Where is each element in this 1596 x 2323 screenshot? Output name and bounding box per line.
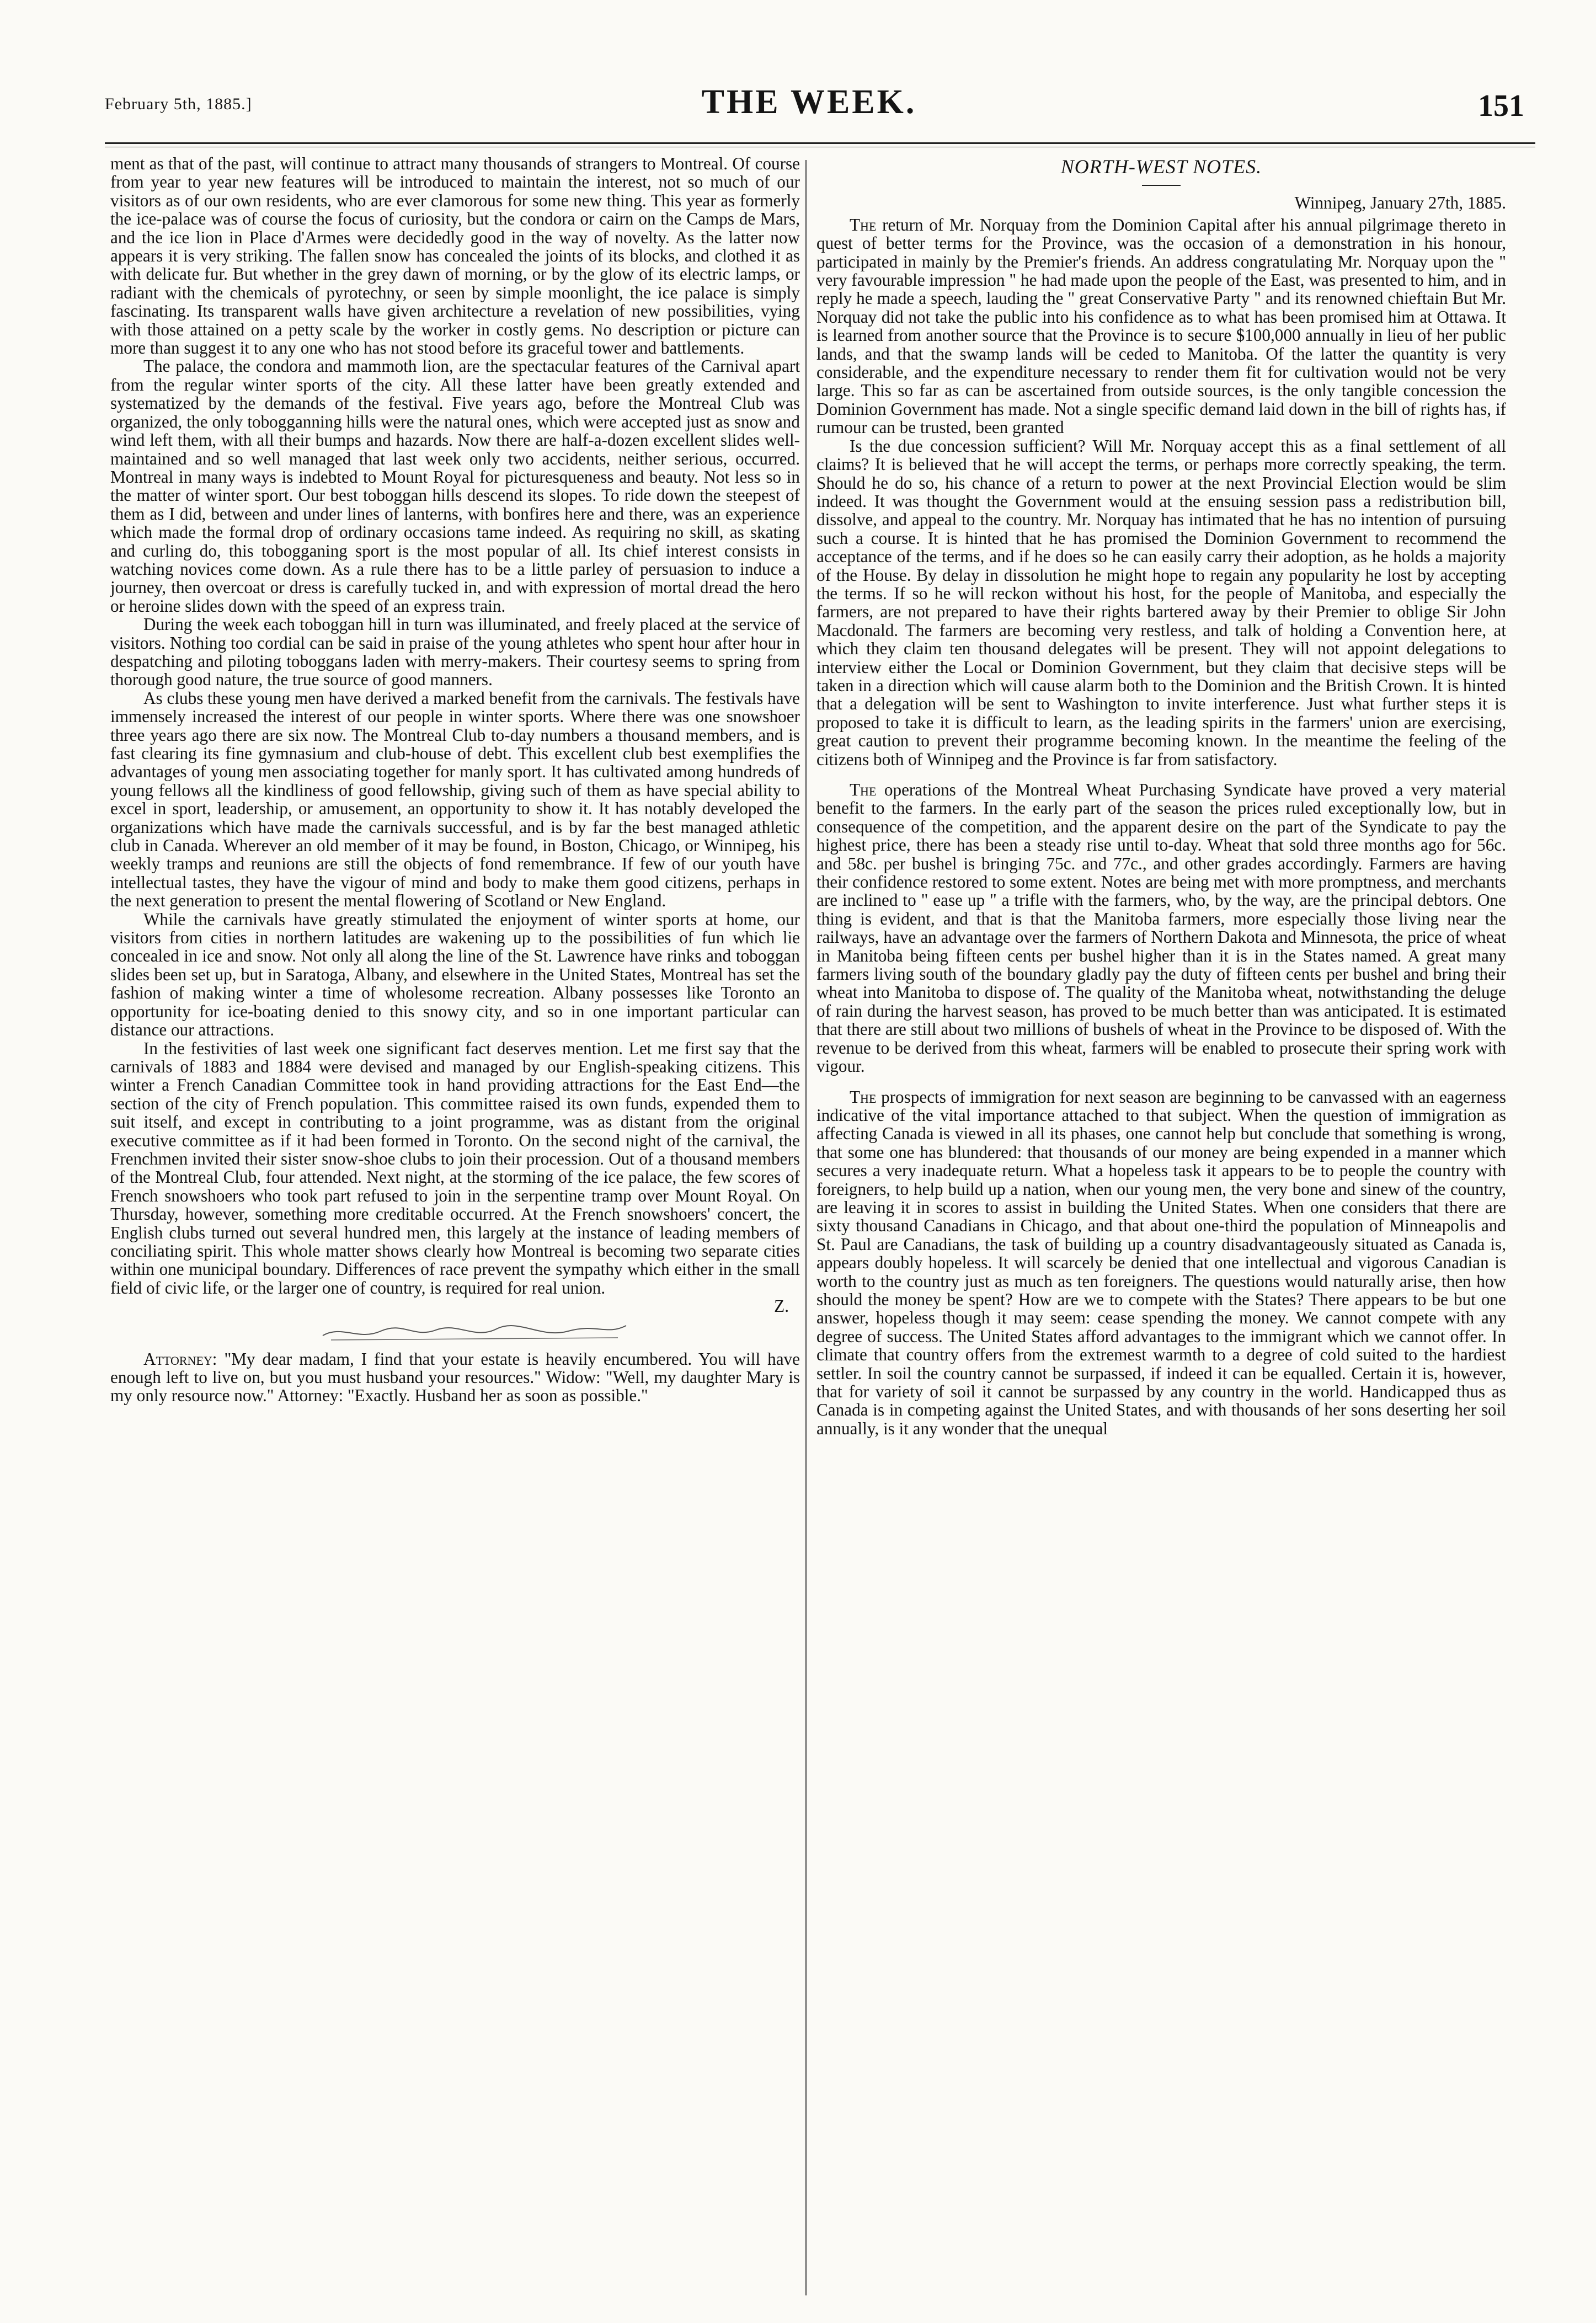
header-rule xyxy=(105,142,1535,144)
article-paragraph: As clubs these young men have derived a marked benefit from the carnivals. The festivals have immensely increased the interest of our people in winter sports. Where there was one snowshoer three years ago there are six now. The Montreal Club to-day numbers a thousand members, and is fast clearing its fine gymnasium and club-house of debt. This excellent club best exemplifies the advantages of young men associating together for manly sport. It has cultivated among hundreds of young fellows all the kindliness of good fellowship, giving such of them as have special ability to excel in sport, leadership, or amusement, an opportunity to show it. It has notably developed the organizations which have made the carnivals successful, and is by far the best managed athletic club in Canada. Wherever an old member of it may be found, in Boston, Chicago, or Winnipeg, his weekly tramps and reunions are still the objects of fond remembrance. If few of our youth have intellectual tastes, they have the vigour of mind and body to make them good citizens, perhaps in the next generation to present the mental flowering of Scotland or New England. xyxy=(110,688,800,911)
dateline: Winnipeg, January 27th, 1885. xyxy=(1294,193,1506,213)
paragraph-lead: The xyxy=(850,780,877,799)
anecdote-label: Attorney: xyxy=(143,1349,217,1369)
handwritten-annotation xyxy=(110,1319,800,1347)
paragraph-lead: The xyxy=(850,215,877,234)
author-signature: Z. xyxy=(774,1296,789,1316)
masthead xyxy=(83,83,1535,143)
column-divider xyxy=(805,160,807,2295)
publication-title: THE WEEK. xyxy=(701,83,917,121)
section-rule xyxy=(1142,185,1181,186)
article-paragraph: ment as that of the past, will continue to attract many thousands of strangers to Montreal. Of course from year to year new features will be introduced to maintain the interest, not so much of our visitors as of our own residents, who are ever clamorous for some new thing. This year as formerly the ice-palace was of course the focus of curiosity, but the condora or cairn on the Camps de Mars, and the ice lion in Place d'Armes were decidedly good in the way of novelty. As the latter now appears it is very striking. The fallen snow has concealed the joints of its blocks, and clothed it as with delicate fur. But whether in the grey dawn of morning, or by the glow of its electric lamps, or radiant with the chemicals of pyrotechny, or seen by simple moonlight, the ice palace is simply fascinating. Its transparent walls have given architecture a revelation of new possibilities, vying with those attained on a petty scale by the worker in costly gems. No description or picture can more than suggest it to any one who has not stood before its graceful tower and battlements. xyxy=(110,154,800,358)
paragraph-text: prospects of immigration for next season are beginning to be canvassed with an eagerness indicative of the vital importance attached to that subject. When the question of immigration as affecting Canada is viewed in all its phases, one cannot help but conclude that something is wrong, that some one has blundered: that thousands of our money are being expended in a manner which secures a very inadequate return. What a hopeless task it appears to be to people the country with foreigners, to help build up a nation, when our young men, the very bone and sinew of the country, are leaving it in scores to assist in building the United States. When one considers that there are sixty thousand Canadians in Chicago, and that about one-third the population of Minneapolis and St. Paul are Canadians, the task of building up a country disadvantageously situated as Canada is, appears doubly hopeless. It will scarcely be denied that one intellectual and vigorous Canadian is worth to the country just as much as ten foreigners. The questions would naturally arise, then how should the money be spent? How are we to compete with the States? There appears to be but one answer, hopeless though it may seem: cease spending the money. We cannot compete with any degree of success. The United States afford advantages to the immigrant which we cannot offer. In climate that country offers from the extremest warmth to a degree of cold suited to the hardiest settler. In soil the country cannot be surpassed, if indeed it can be equalled. Certain it is, however, that for variety of soil it cannot be surpassed by any country in the world. Handicapped thus as Canada is in competing against the United States, and with thousands of her sons deserting her soil annually, is it any wonder that the unequal xyxy=(816,1087,1506,1438)
article-paragraph xyxy=(816,216,1506,437)
paragraph-text: operations of the Montreal Wheat Purchasing Syndicate have proved a very material benefit to the farmers. In the early part of the season the prices ruled exceptionally low, but in consequence of the competition, and the apparent desire on the part of the Syndicate to pay the highest price, there has been a steady rise until to-day. Wheat that sold three months ago for 56c. and 58c. per bushel is bringing 75c. and 77c., and other grades accordingly. Farmers are having their confidence restored to some extent. Notes are being met with more promptness, and merchants are inclined to " ease up " a trifle with the farmers, who, by the way, are the principal debtors. One thing is evident, and that is that the Manitoba farmers, more especially those living near the railways, have an advantage over the farmers of Northern Dakota and Minnesota, the price of wheat in Manitoba being fifteen cents per bushel higher than it is in the States named. A great many farmers living south of the boundary gladly pay the duty of fifteen cents per bushel and bring their wheat into Manitoba to dispose of. The quality of the Manitoba wheat, notwithstanding the deluge of rain during the harvest season, has proved to be much better than was anticipated. It is estimated that there are still about two millions of bushels of wheat in the Province to be disposed of. With the revenue to be derived from this wheat, farmers will be enabled to prosecute their spring work with vigour. xyxy=(816,780,1506,1076)
anecdote xyxy=(110,1350,800,1405)
paragraph-lead: The xyxy=(850,1087,877,1107)
article-paragraph: While the carnivals have greatly stimulated the enjoyment of winter sports at home, our visitors from cities in northern latitudes are wakening up to the possibilities of fun which lie concealed in ice and snow. Not only all along the line of the St. Lawrence have rinks and toboggan slides been set up, but in Saratoga, Albany, and elsewhere in the United States, Montreal has set the fashion of making winter a time of wholesome recreation. Albany possesses like Toronto an opportunity for ice-boating denied to this snowy city, and so in one important particular can distance our attractions. xyxy=(110,909,800,1040)
article-paragraph: During the week each toboggan hill in turn was illuminated, and freely placed at the service of visitors. Nothing too cordial can be said in praise of the young athletes who spent hour after hour in despatching and piloting toboggans laden with merry-makers. Their courtesy seems to spring from thorough good nature, the true source of good manners. xyxy=(110,615,800,690)
article-paragraph: In the festivities of last week one significant fact deserves mention. Let me first say that the carnivals of 1883 and 1884 were devised and managed by our English-speaking citizens. This winter a French Canadian Committee took in hand providing attractions for the East End—the section of the city of French population. This committee raised its own funds, expended them to suit itself, and except in contributing to a joint programme, was as distant from the original executive committee as if it had been formed in Toronto. On the second night of the carnival, the Frenchmen invited their sister snow-shoe clubs to join their procession. Out of a thousand members of the Montreal Club, four attended. Next night, at the storming of the ice palace, the few scores of French snowshoers who took part refused to join in the serpentine tramp over Mount Royal. On Thursday, however, something more creditable occurred. At the French snowshoers' concert, the English clubs turned out several hundred men, this largely at the instance of leading members of conciliating spirit. This whole matter shows clearly how Montreal is becoming two separate cities within one municipal boundary. Differences of race prevent the sympathy which either in the small field of civic life, or the larger one of country, is required for real union. xyxy=(110,1038,800,1297)
anecdote-text: "My dear madam, I find that your estate is heavily encumbered. You will have enough left to live on, but you must husband your resources." Widow: "Well, my daughter Mary is my only resource now." Attorney: "Exactly. Husband her as soon as possible." xyxy=(110,1349,800,1406)
paragraph-text: Is the due concession sufficient? Will Mr. Norquay accept this as a final settlement of all claims? It is believed that he will accept the terms, or perhaps more correctly speaking, the term. Should he do so, his chance of a return to power at the next Provincial Election would be slim indeed. It was thought the Government would at the ensuing session pass a redistribution bill, dissolve, and appeal to the country. Mr. Norquay has intimated that he has no intention of pursuing such a course. It is hinted that he has promised the Dominion Government to recommend the acceptance of the terms, and if he does so he can easily carry their adoption, as he holds a majority of the House. By delay in dissolution he might hope to regain any popularity he lost by accepting the terms. If so he will reckon without his host, for the people of Manitoba, and especially the farmers, are not prepared to have their rights bartered away by their Premier to oblige Sir John Macdonald. The farmers are becoming very restless, and talk of holding a Convention here, at which they claim ten thousand delegates will be present. They will not appoint delegations to interview either the Local or Dominion Government, but they claim that decisive steps will be taken in a direction which will cause alarm both to the Dominion and the British Crown. It is hinted that a delegation will be sent to Washington to invite interference. Just what further steps it is proposed to take it is difficult to learn, as the leading spirits in the farmers' union are exercising, great caution to prevent their programme becoming known. In the meantime the feeling of the citizens both of Winnipeg and the Province is far from satisfactory. xyxy=(816,436,1506,769)
paragraph-text: return of Mr. Norquay from the Dominion Capital after his annual pilgrimage thereto in quest of better terms for the Province, was the occasion of a demonstration in his honour, participated in mainly by the Premier's friends. An address congratulating Mr. Norquay upon the " very favourable impression " he had made upon the people of the East, was presented to him, and in reply he made a speech, lauding the " great Conservative Party " and its renowned chieftain But Mr. Norquay did not take the public into his confidence as to what has been promised him at Ottawa. It is learned from another source that the Province is to secure $100,000 annually in lieu of her public lands, and that the swamp lands will be ceded to Manitoba. Of the latter the quantity is very considerable, and the expenditure necessary to render them fit for cultivation would not be very large. This so far as can be ascertained from outside sources, is the only tangible concession the Dominion Government has made. Not a single specific demand laid down in the bill of rights has, if rumour can be trusted, been granted xyxy=(816,215,1506,437)
page-number: 151 xyxy=(1478,89,1524,123)
article-paragraph xyxy=(816,781,1506,1076)
section-title: NORTH-WEST NOTES. xyxy=(1060,156,1262,178)
left-column xyxy=(110,154,800,1405)
handwritten-scrawl-icon xyxy=(320,1319,629,1347)
right-column xyxy=(816,154,1506,1438)
article-paragraph xyxy=(816,1088,1506,1438)
article-paragraph xyxy=(816,437,1506,768)
article-paragraph: The palace, the condora and mammoth lion, are the spectacular features of the Carnival apart from the regular winter sports of the city. All these latter have been greatly extended and systematized by the demands of the festival. Five years ago, before the Montreal Club was organized, the only tobogganning hills were the natural ones, which were accepted just as snow and wind left them, with all their bumps and hazards. Now there are half-a-dozen excellent slides well-maintained and so well managed that last week only two accidents, neither serious, occurred. Montreal in many ways is indebted to Mount Royal for picturesqueness and beauty. Not less so in the matter of winter sport. Our best toboggan hills descend its slopes. To ride down the steepest of them as I did, between and under lines of lanterns, with bonfires here and there, was an experience which made the formal drop of ordinary occasions tame indeed. As requiring no skill, as skating and curling do, this tobogganing sport is the most popular of all. Its chief interest consists in watching novices come down. As a rule there has to be a little parley of persuasion to induce a journey, then overcoat or dress is carefully tucked in, and with expression of mortal dread the hero or heroine slides down with the speed of an express train. xyxy=(110,356,800,616)
issue-date: February 5th, 1885.] xyxy=(105,95,252,113)
